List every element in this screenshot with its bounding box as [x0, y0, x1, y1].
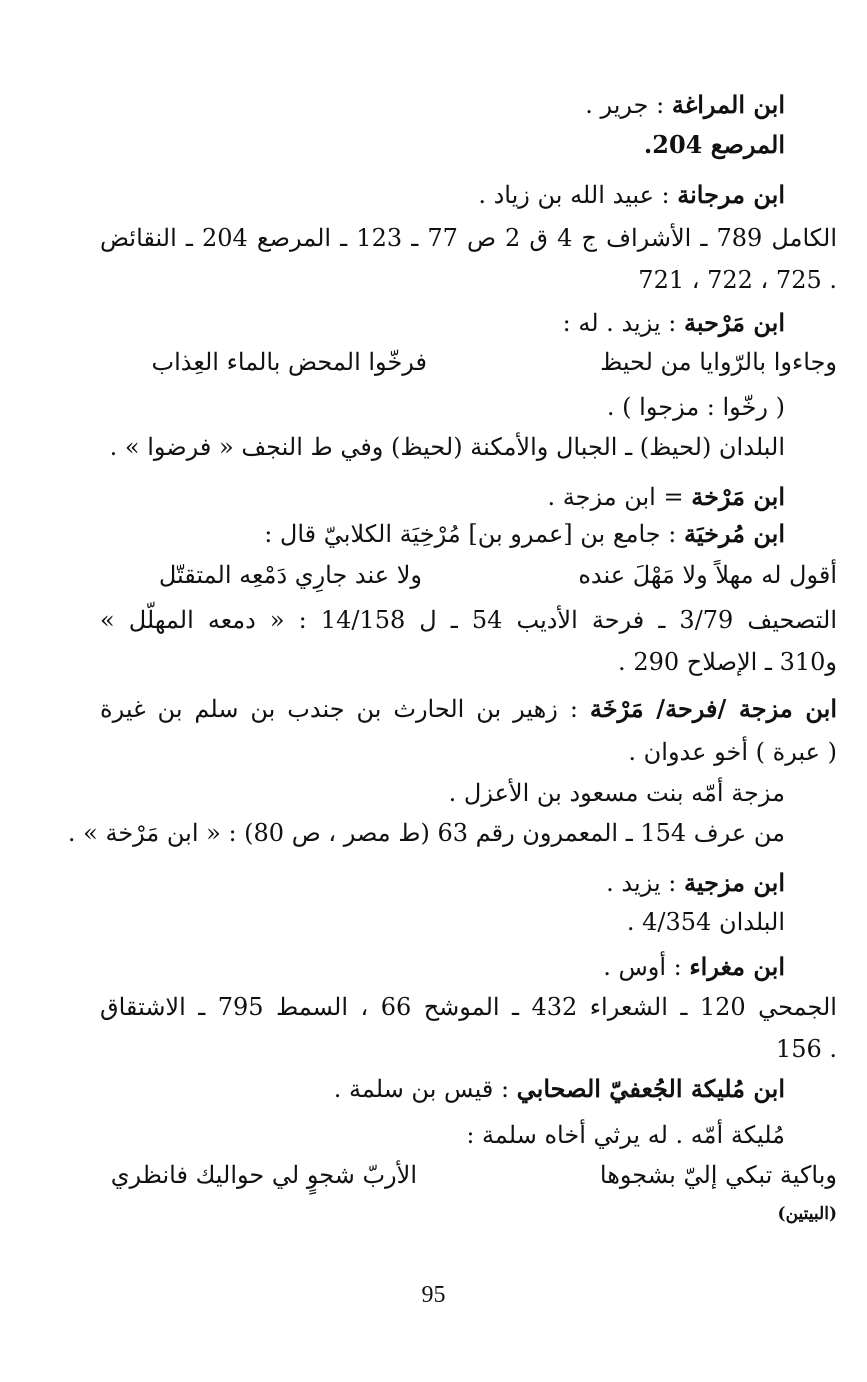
verse-second-hemistich: الأربّ شجوٍ لي حواليك فانظري — [110, 1161, 417, 1189]
verse-first-hemistich: وجاءوا بالرّوايا من لحيظ — [600, 348, 837, 376]
entry-ibn-marjana: ابن مرجانة : عبيد الله بن زياد . — [478, 180, 785, 209]
entry-head: ابن مُليكة الجُعفيّ الصحابي — [516, 1074, 785, 1103]
entry-ibn-markha: ابن مَرْخة = ابن مزجة . — [547, 482, 785, 511]
entry-head: ابن مزجة /فرحة/ مَرْخَة — [589, 694, 837, 723]
verse-second-hemistich: ولا عند جارِي دَمْعِه المتقتّل — [158, 561, 422, 589]
entry-head: ابن مَرْخة — [691, 482, 785, 511]
entry-ibn-maghra: ابن مغراء : أوس . — [603, 952, 785, 981]
ref-line: البلدان 4/354 . — [626, 908, 785, 936]
entry-ibn-mulayka: ابن مُليكة الجُعفيّ الصحابي : قيس بن سلمة . — [333, 1074, 785, 1103]
ref-line: المرصع 204. — [643, 130, 785, 159]
ref-line: من عرف 154 ـ المعمرون رقم 63 (ط مصر ، ص 80) : « ابن مَرْخة » . — [67, 819, 785, 847]
entry-ibn-marhaba: ابن مَرْحبة : يزيد . له : — [562, 308, 785, 337]
ref-line: 156 . — [775, 1035, 837, 1063]
entry-head: ابن مُرخيَة — [683, 519, 785, 548]
ref-line: ( عبرة ) أخو عدوان . — [628, 738, 837, 766]
ref-line: و310 ـ الإصلاح 290 . — [618, 648, 837, 676]
ref-line: 721 ، 722 ، 725 . — [638, 266, 837, 294]
verse-first-hemistich: وباكية تبكي إليّ بشجوها — [599, 1161, 837, 1189]
verse-first-hemistich: أقول له مهلاً ولا مَهْلَ عنده — [578, 561, 837, 589]
info-line: مُليكة أمّه . له يرثي أخاه سلمة : — [466, 1121, 785, 1149]
entry-head: ابن مغراء — [689, 952, 785, 981]
entry-ibn-al-maragha: ابن المراغة : جرير . — [585, 90, 785, 119]
ref-line: الجمحي 120 ـ الشعراء 432 ـ الموشح 66 ، السمط 795 ـ الاشتقاق — [100, 993, 837, 1021]
ref-line: التصحيف 3/79 ـ فرحة الأديب 54 ـ ل 14/158 : « دمعه المهلّل » — [100, 606, 838, 634]
entry-head: ابن مرجانة — [677, 180, 785, 209]
verse-note: (البيتين) — [777, 1204, 837, 1224]
entry-head: ابن مَرْحبة — [683, 308, 785, 337]
entry-head: ابن مزجية — [683, 868, 785, 897]
info-line: مزجة أمّه بنت مسعود بن الأعزل . — [448, 779, 785, 807]
gloss-line: ( رخّوا : مزجوا ) . — [606, 393, 785, 421]
entry-ibn-mazja: ابن مزجة /فرحة/ مَرْخَة : زهير بن الحارث بن جندب بن سلم بن غيرة — [100, 694, 837, 723]
verse-second-hemistich: فرخّوا المحض بالماء العِذاب — [151, 348, 427, 376]
entry-ibn-mazjiya: ابن مزجية : يزيد . — [606, 868, 785, 897]
ref-line: البلدان (لحيظ) ـ الجبال والأمكنة (لحيظ) وفي ط النجف « فرضوا » . — [109, 433, 785, 461]
entry-ibn-murkhiya: ابن مُرخيَة : جامع بن [عمرو بن] مُرْخِيَة الكلابيّ قال : — [264, 519, 785, 548]
page-number: 95 — [421, 1282, 446, 1308]
entry-head: ابن المراغة — [671, 90, 785, 119]
ref-line: الكامل 789 ـ الأشراف ج 4 ق 2 ص 77 ـ 123 ـ المرصع 204 ـ النقائض — [100, 224, 837, 252]
